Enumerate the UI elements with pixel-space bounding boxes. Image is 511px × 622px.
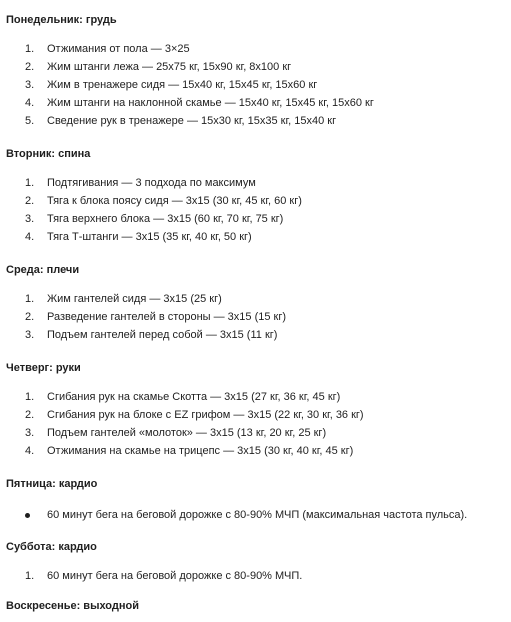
item-text: Тяга Т-штанги — 3х15 (35 кг, 40 кг, 50 кг) [47, 231, 252, 243]
item-text: Жим в тренажере сидя — 15х40 кг, 15х45 кг, 15х60 кг [47, 79, 318, 91]
section-heading: Четверг: руки [6, 362, 81, 374]
item-text: Тяга верхнего блока — 3х15 (60 кг, 70 кг, 75 кг) [47, 213, 284, 225]
item-text: Отжимания на скамье на трицепс — 3х15 (30 кг, 40 кг, 45 кг) [47, 445, 354, 457]
item-text: Подъем гантелей «молоток» — 3х15 (13 кг, 20 кг, 25 кг) [47, 427, 327, 439]
item-number: 4. [25, 97, 35, 109]
item-text: Сгибания рук на блоке с EZ грифом — 3х15 (22 кг, 30 кг, 36 кг) [47, 409, 364, 421]
bullet-icon [25, 513, 30, 518]
item-number: 2. [25, 409, 35, 421]
item-number: 2. [25, 195, 35, 207]
item-number: 3. [25, 427, 35, 439]
item-number: 3. [25, 329, 35, 341]
item-number: 2. [25, 61, 35, 73]
item-number: 4. [25, 231, 35, 243]
item-text: 60 минут бега на беговой дорожке с 80-90% МЧП (максимальная частота пульса). [47, 509, 468, 521]
section-heading: Среда: плечи [6, 264, 80, 276]
item-text: 60 минут бега на беговой дорожке с 80-90% МЧП. [47, 570, 303, 582]
item-text: Жим штанги лежа — 25х75 кг, 15х90 кг, 8х100 кг [47, 61, 292, 73]
item-text: Жим гантелей сидя — 3х15 (25 кг) [47, 293, 222, 305]
item-number: 5. [25, 115, 35, 127]
section-heading: Воскресенье: выходной [6, 600, 139, 612]
item-number: 1. [25, 43, 35, 55]
item-number: 1. [25, 570, 35, 582]
item-number: 3. [25, 79, 35, 91]
heading-text: Пятница: кардио [6, 478, 98, 490]
item-number: 1. [25, 293, 35, 305]
item-text: Сгибания рук на скамье Скотта — 3х15 (27 кг, 36 кг, 45 кг) [47, 391, 341, 403]
item-text: Отжимания от пола — 3×25 [47, 43, 190, 55]
item-text: Сведение рук в тренажере — 15х30 кг, 15х35 кг, 15х40 кг [47, 115, 337, 127]
item-text: Разведение гантелей в стороны — 3х15 (15 кг) [47, 311, 287, 323]
section-heading: Понедельник: грудь [6, 14, 117, 26]
item-text: Тяга к блока поясу сидя — 3х15 (30 кг, 45 кг, 60 кг) [47, 195, 302, 207]
item-number: 1. [25, 177, 35, 189]
section-heading: Вторник: спина [6, 148, 91, 160]
item-number: 4. [25, 445, 35, 457]
item-text: Подъем гантелей перед собой — 3х15 (11 кг) [47, 329, 278, 341]
section-heading: Суббота: кардио [6, 541, 97, 553]
item-number: 1. [25, 391, 35, 403]
section-heading [6, 477, 97, 491]
item-text: Жим штанги на наклонной скамье — 15х40 кг, 15х45 кг, 15х60 кг [47, 97, 374, 109]
item-number: 3. [25, 213, 35, 225]
item-number: 2. [25, 311, 35, 323]
item-text: Подтягивания — 3 подхода по максимум [47, 177, 256, 189]
